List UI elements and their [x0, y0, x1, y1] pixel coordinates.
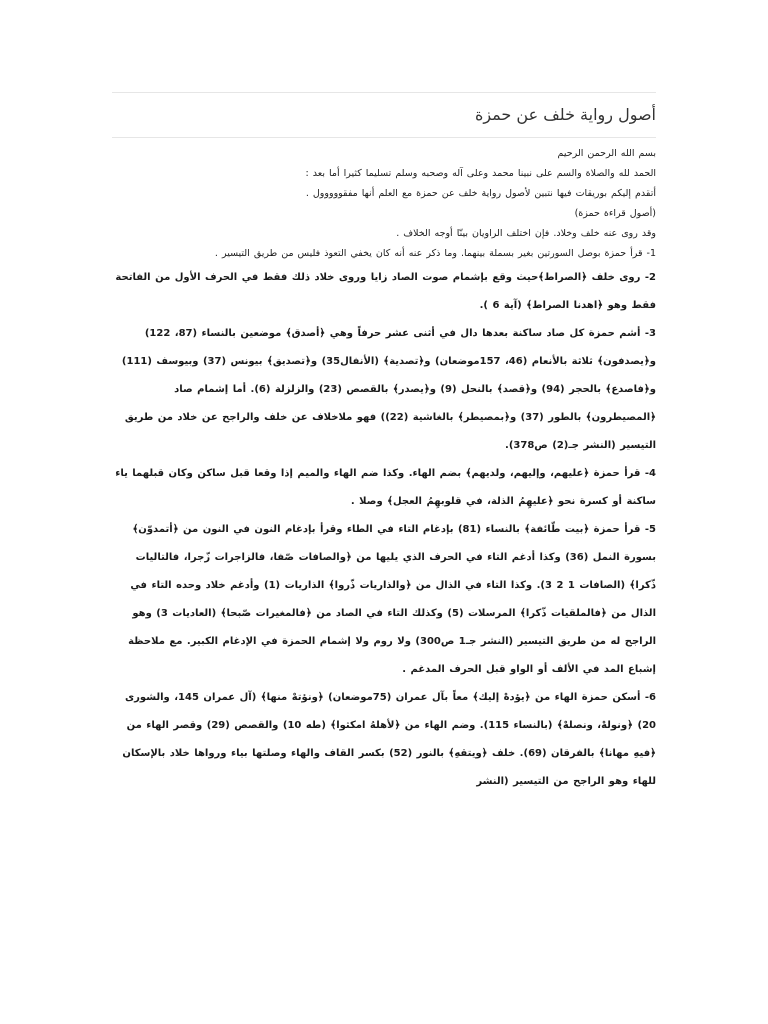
opening-paragraph: الحمد لله والصلاة والسم على نبينا محمد وعلى آله وصحبه وسلم تسليما كثيرا أما بعد :: [305, 168, 656, 179]
rule-3-paragraph: 3- أشم حمزة كل صاد ساكنة بعدها دال في أثنى عشر حرفاً وهي ﴿أصدق﴾ موضعين بالنساء (87، 122) و﴿يصدفون﴾ ثلاثة بالأنعام (46، 157موضعان) و﴿تصدية﴾ (الأنفال35) و﴿تصديق﴾ بيونس (37) وبيوسف (111) و﴿فاصدع﴾ بالحجر (94) و﴿قصد﴾ بالنحل (9) و﴿يصدر﴾ بالقصص (23) والزلزلة (6). أما إشمام صاد ﴿المصيطرون﴾ بالطور (37) و﴿بمصيطر﴾ بالغاشية (22)) فهو ملاخلاف عن خلف والراجح عن خلاد من طريق التيسير (النشر جـ(2) ص378).: [121, 328, 656, 451]
document-title: أصول رواية خلف عن حمزة: [474, 105, 656, 124]
basmala-paragraph: بسم الله الرحمن الرحيم: [557, 148, 656, 159]
narrators-paragraph: وقد روى عنه خلف وخلاد. فإن اختلف الراويان بينّا أوجه الخلاف .: [396, 228, 656, 239]
title-divider: [112, 137, 656, 138]
section-heading: (أصول قراءة حمزة): [574, 208, 656, 219]
rule-5-paragraph: 5- قرأ حمزة ﴿بيت طّائفة﴾ بالنساء (81) بإدغام التاء في الطاء وقرأ بإدغام النون في النون من ﴿أتمدوّن﴾ بسورة النمل (36) وكذا أدغم التاء في الحرف الذي يليها من ﴿والصافات صّفا، فالزاجرات زّجرا، فالتاليات ذّكرا﴾ (الصافات 1 2 3). وكذا التاء في الذال من ﴿والذاريات ذّروا﴾ الذاريات (1) وأدغم خلاد وحده التاء في الذال من ﴿فالملقيات ذّكرا﴾ المرسلات (5) وكذلك التاء في الصاد من ﴿فالمغيرات صّبحا﴾ (العاديات 3) وهو الراجح له من طريق التيسير (النشر جـ1 ص300) ولا روم ولا إشمام الحمزة في الإدغام الكبير. مع ملاحظة إشباع المد في الألف أو الواو قبل الحرف المدغم .: [128, 524, 656, 675]
rule-6-paragraph: 6- أسكن حمزة الهاء من ﴿يؤدهْ إليك﴾ معاً بآل عمران (75موضعان) ﴿ونؤتهْ منها﴾ (آل عمران 145، والشورى 20) ﴿ونولهْ، ونصلهْ﴾ (بالنساء 115). وضم الهاء من ﴿لأهلهُ امكثوا﴾ (طه 10) والقصص (29) وقصر الهاء من ﴿فيهِ مهانا﴾ بالفرقان (69). خلف ﴿ويتقهِ﴾ بالنور (52) بكسر القاف والهاء وصلتها بياء ورواها خلاد بالإسكان للهاء وهو الراجح من التيسير (النشر: [122, 692, 656, 787]
document-body: [112, 144, 656, 796]
rule-2-paragraph: 2- روى خلف ﴿الصراط﴾حيث وقع بإشمام صوت الصاد زايا وروى خلاد ذلك فقط في الحرف الأول من الفاتحة فقط وهو ﴿اهدنا الصراط﴾ (آية 6 ).: [115, 272, 656, 311]
rule-4-paragraph: 4- قرأ حمزة ﴿عليهم، وإليهم، ولديهم﴾ بضم الهاء. وكذا ضم الهاء والميم إذا وقعا قبل ساكن وكان قبلهما ياء ساكنة أو كسرة نحو ﴿عليهِمُ الذلة، في قلوبهِمُ العجل﴾ وصلا .: [115, 468, 656, 507]
document-page: [112, 92, 656, 1024]
intro-paragraph: أتقدم إليكم بوريقات فيها نتبين لأصول رواية خلف عن حمزة مع العلم أنها مفقووووول .: [305, 188, 656, 199]
top-divider: [112, 92, 656, 93]
rule-1-paragraph: 1- قرأ حمزة بوصل السورتين بغير بسملة بينهما. وما ذكر عنه أنه كان يخفي التعوذ فليس من طريق التيسير .: [214, 248, 656, 259]
